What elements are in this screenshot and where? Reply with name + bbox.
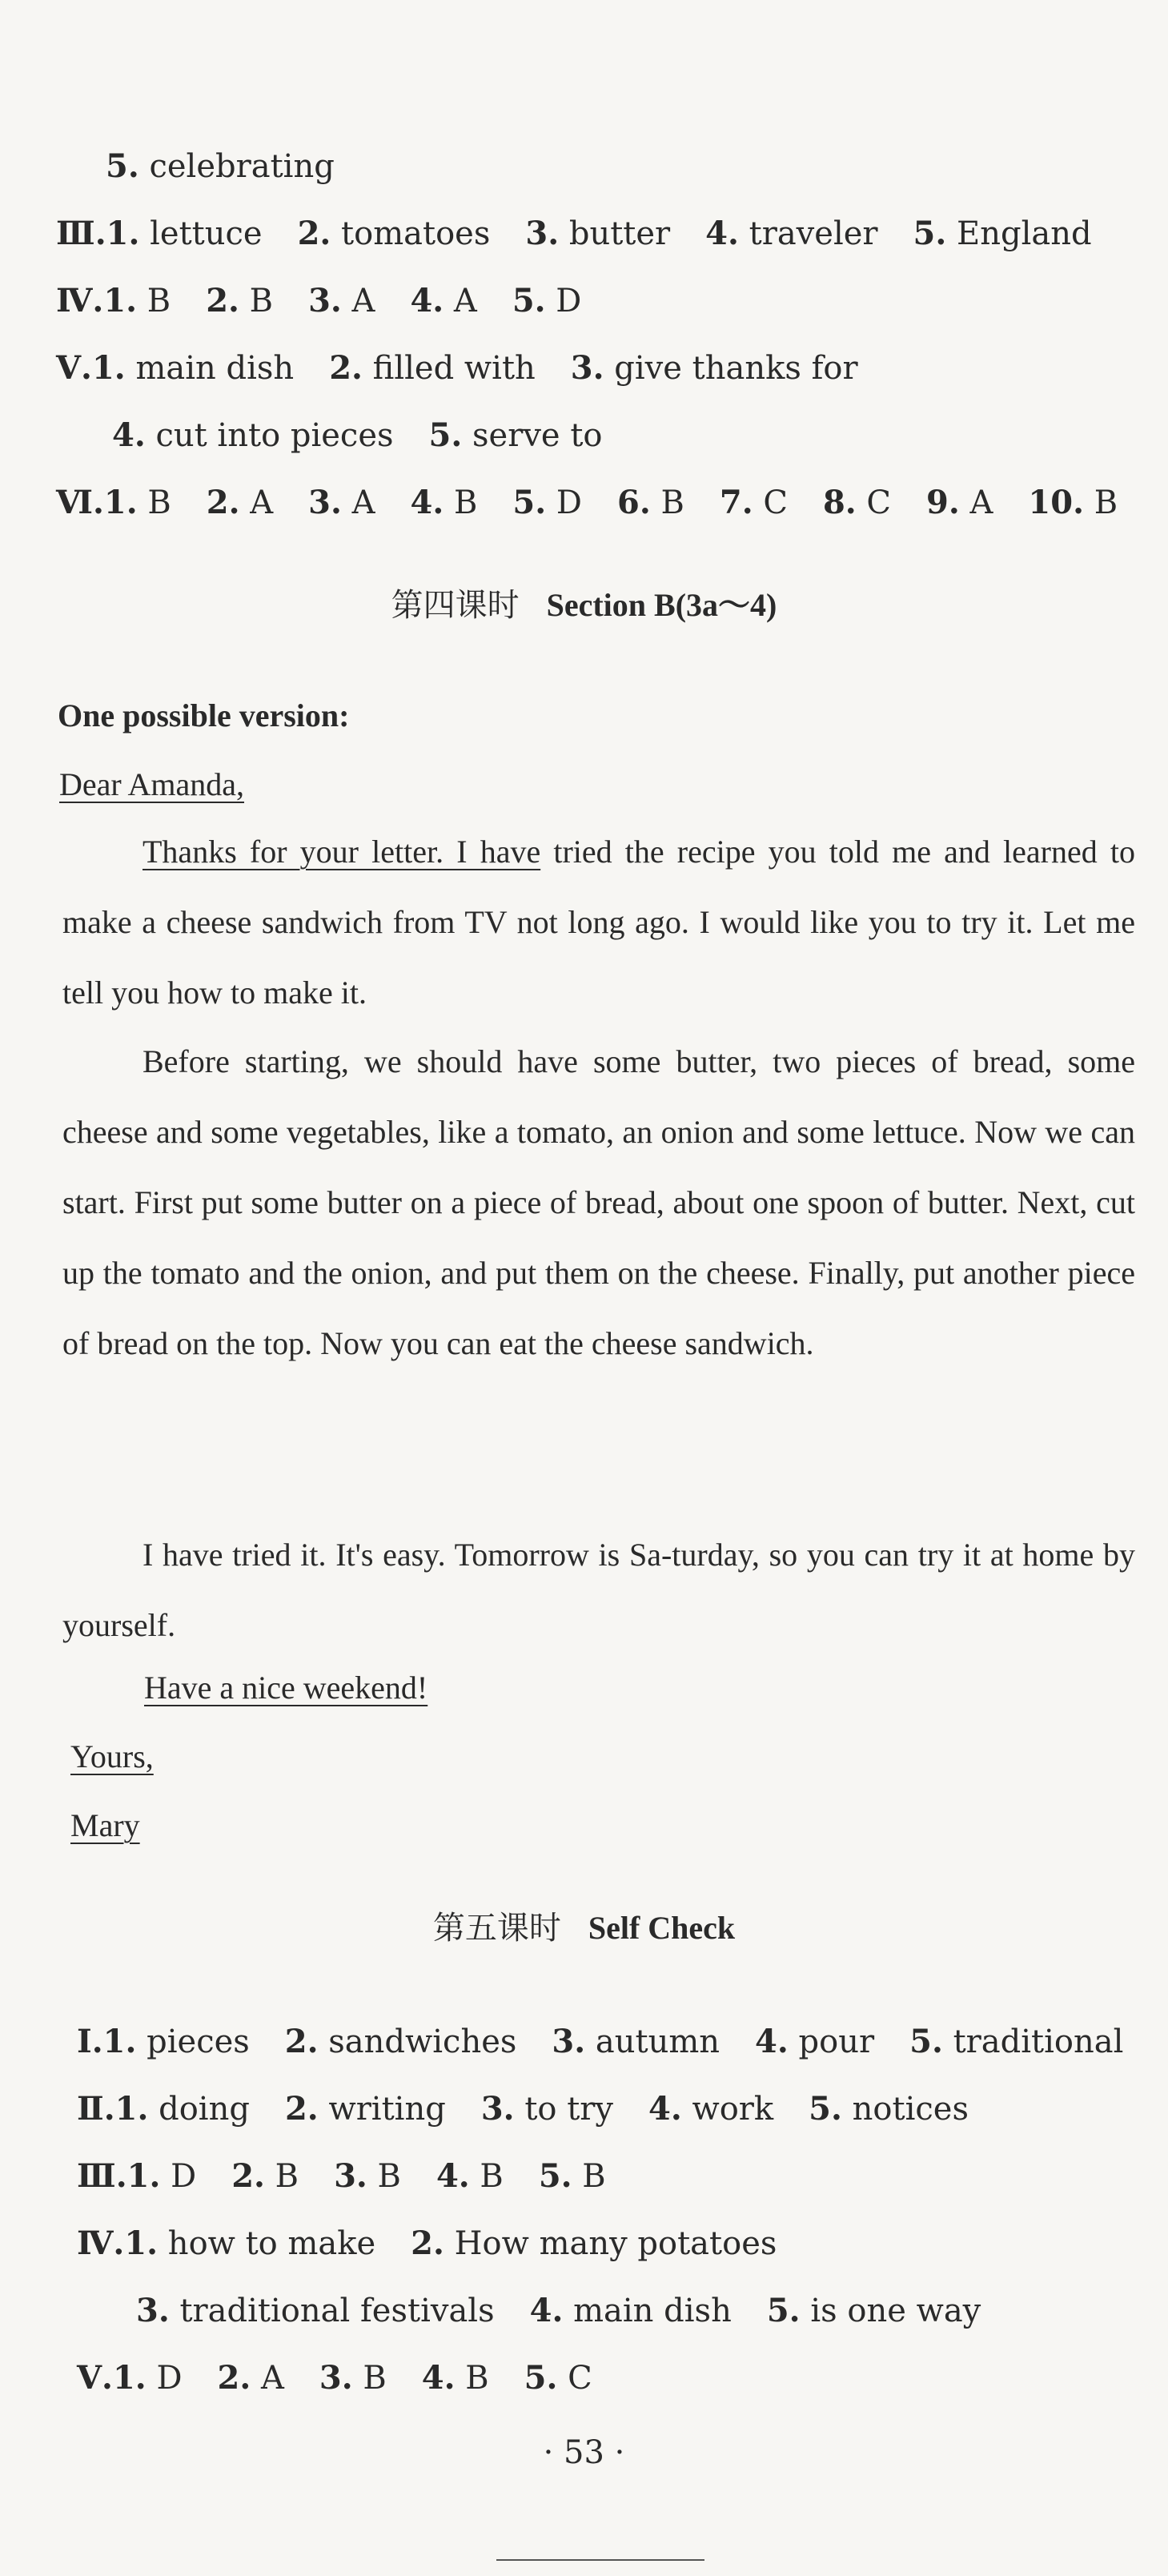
item-number: 1.: [103, 484, 138, 521]
item-number: 2.: [284, 2090, 319, 2128]
item-text: is one way: [800, 2293, 981, 2329]
answer-row-IV: [56, 279, 616, 324]
roman-numeral-label: Ⅲ.: [77, 2157, 127, 2195]
answer-item: [648, 2087, 773, 2132]
item-text: give thanks for: [604, 350, 858, 387]
item-text: work: [681, 2091, 774, 2128]
item-text: A: [959, 484, 993, 521]
answer-item: [512, 480, 582, 525]
roman-numeral-label: Ⅲ.: [56, 215, 106, 252]
item-text: B: [1084, 484, 1118, 521]
item-number: 1.: [106, 215, 140, 252]
letter-greeting: Dear Amanda,: [59, 766, 245, 802]
item-text: pieces: [136, 2023, 250, 2060]
item-text: writing: [318, 2091, 446, 2128]
item-text: filled with: [362, 350, 536, 387]
item-text: main dish: [125, 350, 295, 387]
heading-en: Section B(3a～4): [546, 587, 777, 623]
answer-item: [127, 2154, 197, 2199]
roman-numeral-label: Ⅳ.: [56, 282, 104, 319]
answer-item: [329, 346, 536, 391]
item-number: 4.: [112, 416, 146, 454]
letter-paragraph-1: Thanks for your letter. I have tried the recipe you told me and learned to make a cheese sandwich from TV not long ago. I would like you to try it. Let me tell you how to make it.: [62, 834, 1135, 1011]
heading-en: Self Check: [588, 1910, 736, 1946]
item-text: traditional festivals: [169, 2293, 495, 2329]
version-label: One possible version:: [58, 697, 350, 733]
answer-item: [909, 2019, 1123, 2064]
item-number: 2.: [329, 349, 363, 387]
answer-item: [104, 480, 171, 525]
answer-row-V-line1: [56, 346, 893, 391]
item-text: autumn: [585, 2023, 720, 2060]
letter-paragraph-2: Before starting, we should have some butter, two pieces of bread, some cheese and some vegetables, like a tomato, an onion and some lettuce. Now we can start. First put some butter on a piece of bread, about one spoon of butter. Next, cut up the tomato and the onion, and put them on the cheese. Finally, put another piece of bread on the top. Now you can eat the cheese sandwich.: [62, 1043, 1135, 1361]
item-number: 1.: [124, 2224, 159, 2262]
answer-item: [571, 346, 858, 391]
item-text: A: [341, 484, 375, 521]
selfcheck-row-V: [77, 2356, 628, 2401]
item-text: B: [455, 2360, 489, 2397]
section-heading-5: [0, 1906, 1168, 1951]
item-text: C: [557, 2360, 592, 2397]
item-number: 9.: [926, 484, 960, 521]
item-text: B: [264, 2158, 299, 2195]
item-number: 7.: [719, 484, 753, 521]
item-text: C: [856, 484, 892, 521]
item-text: cut into pieces: [145, 417, 394, 454]
bottom-rule: [496, 2559, 704, 2561]
selfcheck-row-IV-line2: [136, 2289, 1016, 2333]
answer-item: [308, 480, 375, 525]
item-text: How many potatoes: [444, 2225, 777, 2262]
item-number: 3.: [480, 2090, 515, 2128]
item-number: 5.: [512, 282, 546, 319]
item-number: 2.: [284, 2023, 319, 2060]
selfcheck-row-I: [77, 2019, 1158, 2064]
item-number: 4.: [755, 2023, 789, 2060]
item-number: 4.: [410, 484, 444, 521]
answer-item: [231, 2154, 299, 2199]
item-number: 1.: [126, 2157, 161, 2195]
item-number: 4.: [421, 2359, 456, 2397]
item-text: serve to: [462, 417, 603, 454]
item-text: C: [753, 484, 788, 521]
answer-item: [298, 211, 491, 256]
answer-item: [411, 480, 478, 525]
item-number: 5.: [809, 2090, 842, 2128]
item-number: 4.: [435, 2157, 470, 2195]
underlined-opening: Thanks for your letter. I have: [142, 834, 541, 870]
answer-item: [755, 2019, 874, 2064]
item-number: 10.: [1028, 484, 1085, 521]
selfcheck-row-II: [77, 2087, 1004, 2132]
item-text: lettuce: [139, 215, 263, 252]
item-text: D: [146, 2360, 183, 2397]
answer-item: [1028, 480, 1118, 525]
item-number: 5.: [913, 215, 947, 252]
item-number: 5.: [524, 2359, 558, 2397]
answer-item: [481, 2087, 613, 2132]
answer-line-celebrating: [106, 144, 335, 189]
item-number: 2.: [217, 2359, 251, 2397]
heading-cn: 第五课时: [432, 1910, 561, 1947]
answer-item: [92, 346, 294, 391]
answer-item: [115, 2087, 250, 2132]
answer-row-V-line2: [112, 413, 637, 458]
answer-item: [539, 2154, 606, 2199]
item-text: tomatoes: [331, 215, 491, 252]
answer-item: [136, 2289, 495, 2333]
item-text: A: [341, 283, 375, 319]
item-text: B: [239, 283, 274, 319]
item-text: D: [160, 2158, 197, 2195]
item-text: B: [352, 2360, 387, 2397]
item-number: 2.: [297, 215, 331, 252]
item-text: traveler: [738, 215, 878, 252]
item-number: 3.: [308, 484, 342, 521]
selfcheck-row-III: [77, 2154, 641, 2199]
answer-item: [218, 2356, 284, 2401]
item-number: 2.: [411, 2224, 444, 2262]
item-number: 3.: [570, 349, 604, 387]
roman-numeral-label: Ⅵ.: [56, 484, 104, 521]
item-text: England: [946, 215, 1092, 252]
answer-item: [530, 2289, 732, 2333]
item-number: 4.: [410, 282, 444, 319]
heading-cn: 第四课时: [391, 587, 520, 624]
item-number: 4.: [705, 215, 739, 252]
item-number: 1.: [103, 282, 138, 319]
answer-item: [617, 480, 684, 525]
item-text: A: [444, 283, 477, 319]
item-text: B: [572, 2158, 606, 2195]
answer-item: [334, 2154, 401, 2199]
item-number: 2.: [206, 282, 239, 319]
item-number: 4.: [529, 2292, 564, 2329]
answer-item: [319, 2356, 387, 2401]
answer-item: [308, 279, 375, 324]
answer-item: [422, 2356, 489, 2401]
answer-item: [720, 480, 788, 525]
answer-item: [525, 211, 670, 256]
item-number: 3.: [334, 2157, 367, 2195]
item-number: 1.: [112, 2359, 147, 2397]
item-number: 5.: [106, 147, 139, 185]
item-text: pour: [788, 2023, 875, 2060]
answer-item: [429, 413, 603, 458]
roman-numeral-label: Ⅱ.: [77, 2090, 115, 2128]
answer-item: [823, 480, 891, 525]
item-number: 5.: [428, 416, 463, 454]
answer-item: [552, 2019, 720, 2064]
item-text: A: [239, 484, 274, 521]
answer-item: [411, 2221, 777, 2266]
item-text: B: [137, 484, 171, 521]
item-number: 3.: [552, 2023, 586, 2060]
item-text: B: [650, 484, 684, 521]
item-number: 5.: [538, 2157, 572, 2195]
answer-item: [103, 279, 171, 324]
letter-signature: Mary: [70, 1807, 140, 1843]
item-number: 5.: [909, 2023, 943, 2060]
answer-item: [285, 2019, 517, 2064]
section-heading-4: [0, 583, 1168, 628]
answer-row-III: [56, 211, 1127, 256]
answer-item: [112, 413, 394, 458]
item-number: 5.: [512, 484, 547, 521]
roman-numeral-label: Ⅴ.: [56, 349, 92, 387]
answer-item: [106, 211, 263, 256]
item-text: main dish: [563, 2293, 732, 2329]
item-text: D: [545, 283, 582, 319]
answer-item: [103, 2019, 250, 2064]
item-text: notices: [841, 2091, 969, 2128]
answer-item: [767, 2289, 981, 2333]
letter-paragraph-3: I have tried it. It's easy. Tomorrow is Sa-turday, so you can try it at home by yourself.: [62, 1537, 1135, 1643]
roman-numeral-label: Ⅴ.: [77, 2359, 113, 2397]
answer-item: [705, 211, 877, 256]
item-text: traditional: [942, 2023, 1124, 2060]
answer-item: [524, 2356, 592, 2401]
page-number: · 53 ·: [543, 2434, 625, 2471]
item-number: 3.: [319, 2359, 353, 2397]
answer-item: [926, 480, 993, 525]
answer-item: [285, 2087, 446, 2132]
answer-item: [207, 480, 273, 525]
item-text: A: [251, 2360, 284, 2397]
item-number: 1.: [114, 2090, 149, 2128]
item-number: 2.: [231, 2157, 265, 2195]
item-number: 8.: [822, 484, 857, 521]
item-text: B: [137, 283, 171, 319]
item-number: 3.: [525, 215, 560, 252]
answer-item: [512, 279, 582, 324]
item-text: B: [367, 2158, 401, 2195]
answer-item: [124, 2221, 375, 2266]
answer-item: [206, 279, 273, 324]
letter-closing-line: Have a nice weekend!: [144, 1670, 428, 1706]
answer-row-VI: [56, 480, 1153, 525]
item-number: 1.: [102, 2023, 137, 2060]
answer-item: [809, 2087, 969, 2132]
item-text: sandwiches: [318, 2023, 517, 2060]
item-text: doing: [148, 2091, 250, 2128]
item-number: 2.: [206, 484, 240, 521]
roman-numeral-label: Ⅳ.: [77, 2224, 125, 2262]
item-number: 3.: [308, 282, 342, 319]
roman-numeral-label: Ⅰ.: [77, 2023, 103, 2060]
item-text: celebrating: [149, 148, 335, 185]
item-number: 1.: [91, 349, 126, 387]
item-text: D: [546, 484, 582, 521]
answer-item: [113, 2356, 183, 2401]
item-number: 4.: [648, 2090, 682, 2128]
answer-item: [913, 211, 1092, 256]
item-number: 5.: [766, 2292, 801, 2329]
item-text: B: [444, 484, 478, 521]
item-text: butter: [559, 215, 671, 252]
item-text: how to make: [158, 2225, 376, 2262]
letter-yours: Yours,: [70, 1738, 154, 1774]
selfcheck-row-IV-line1: [77, 2221, 812, 2266]
answer-item: [410, 279, 476, 324]
item-number: 3.: [136, 2292, 170, 2329]
answer-item: [436, 2154, 504, 2199]
item-number: 6.: [616, 484, 651, 521]
item-text: to try: [514, 2091, 613, 2128]
item-text: B: [469, 2158, 504, 2195]
